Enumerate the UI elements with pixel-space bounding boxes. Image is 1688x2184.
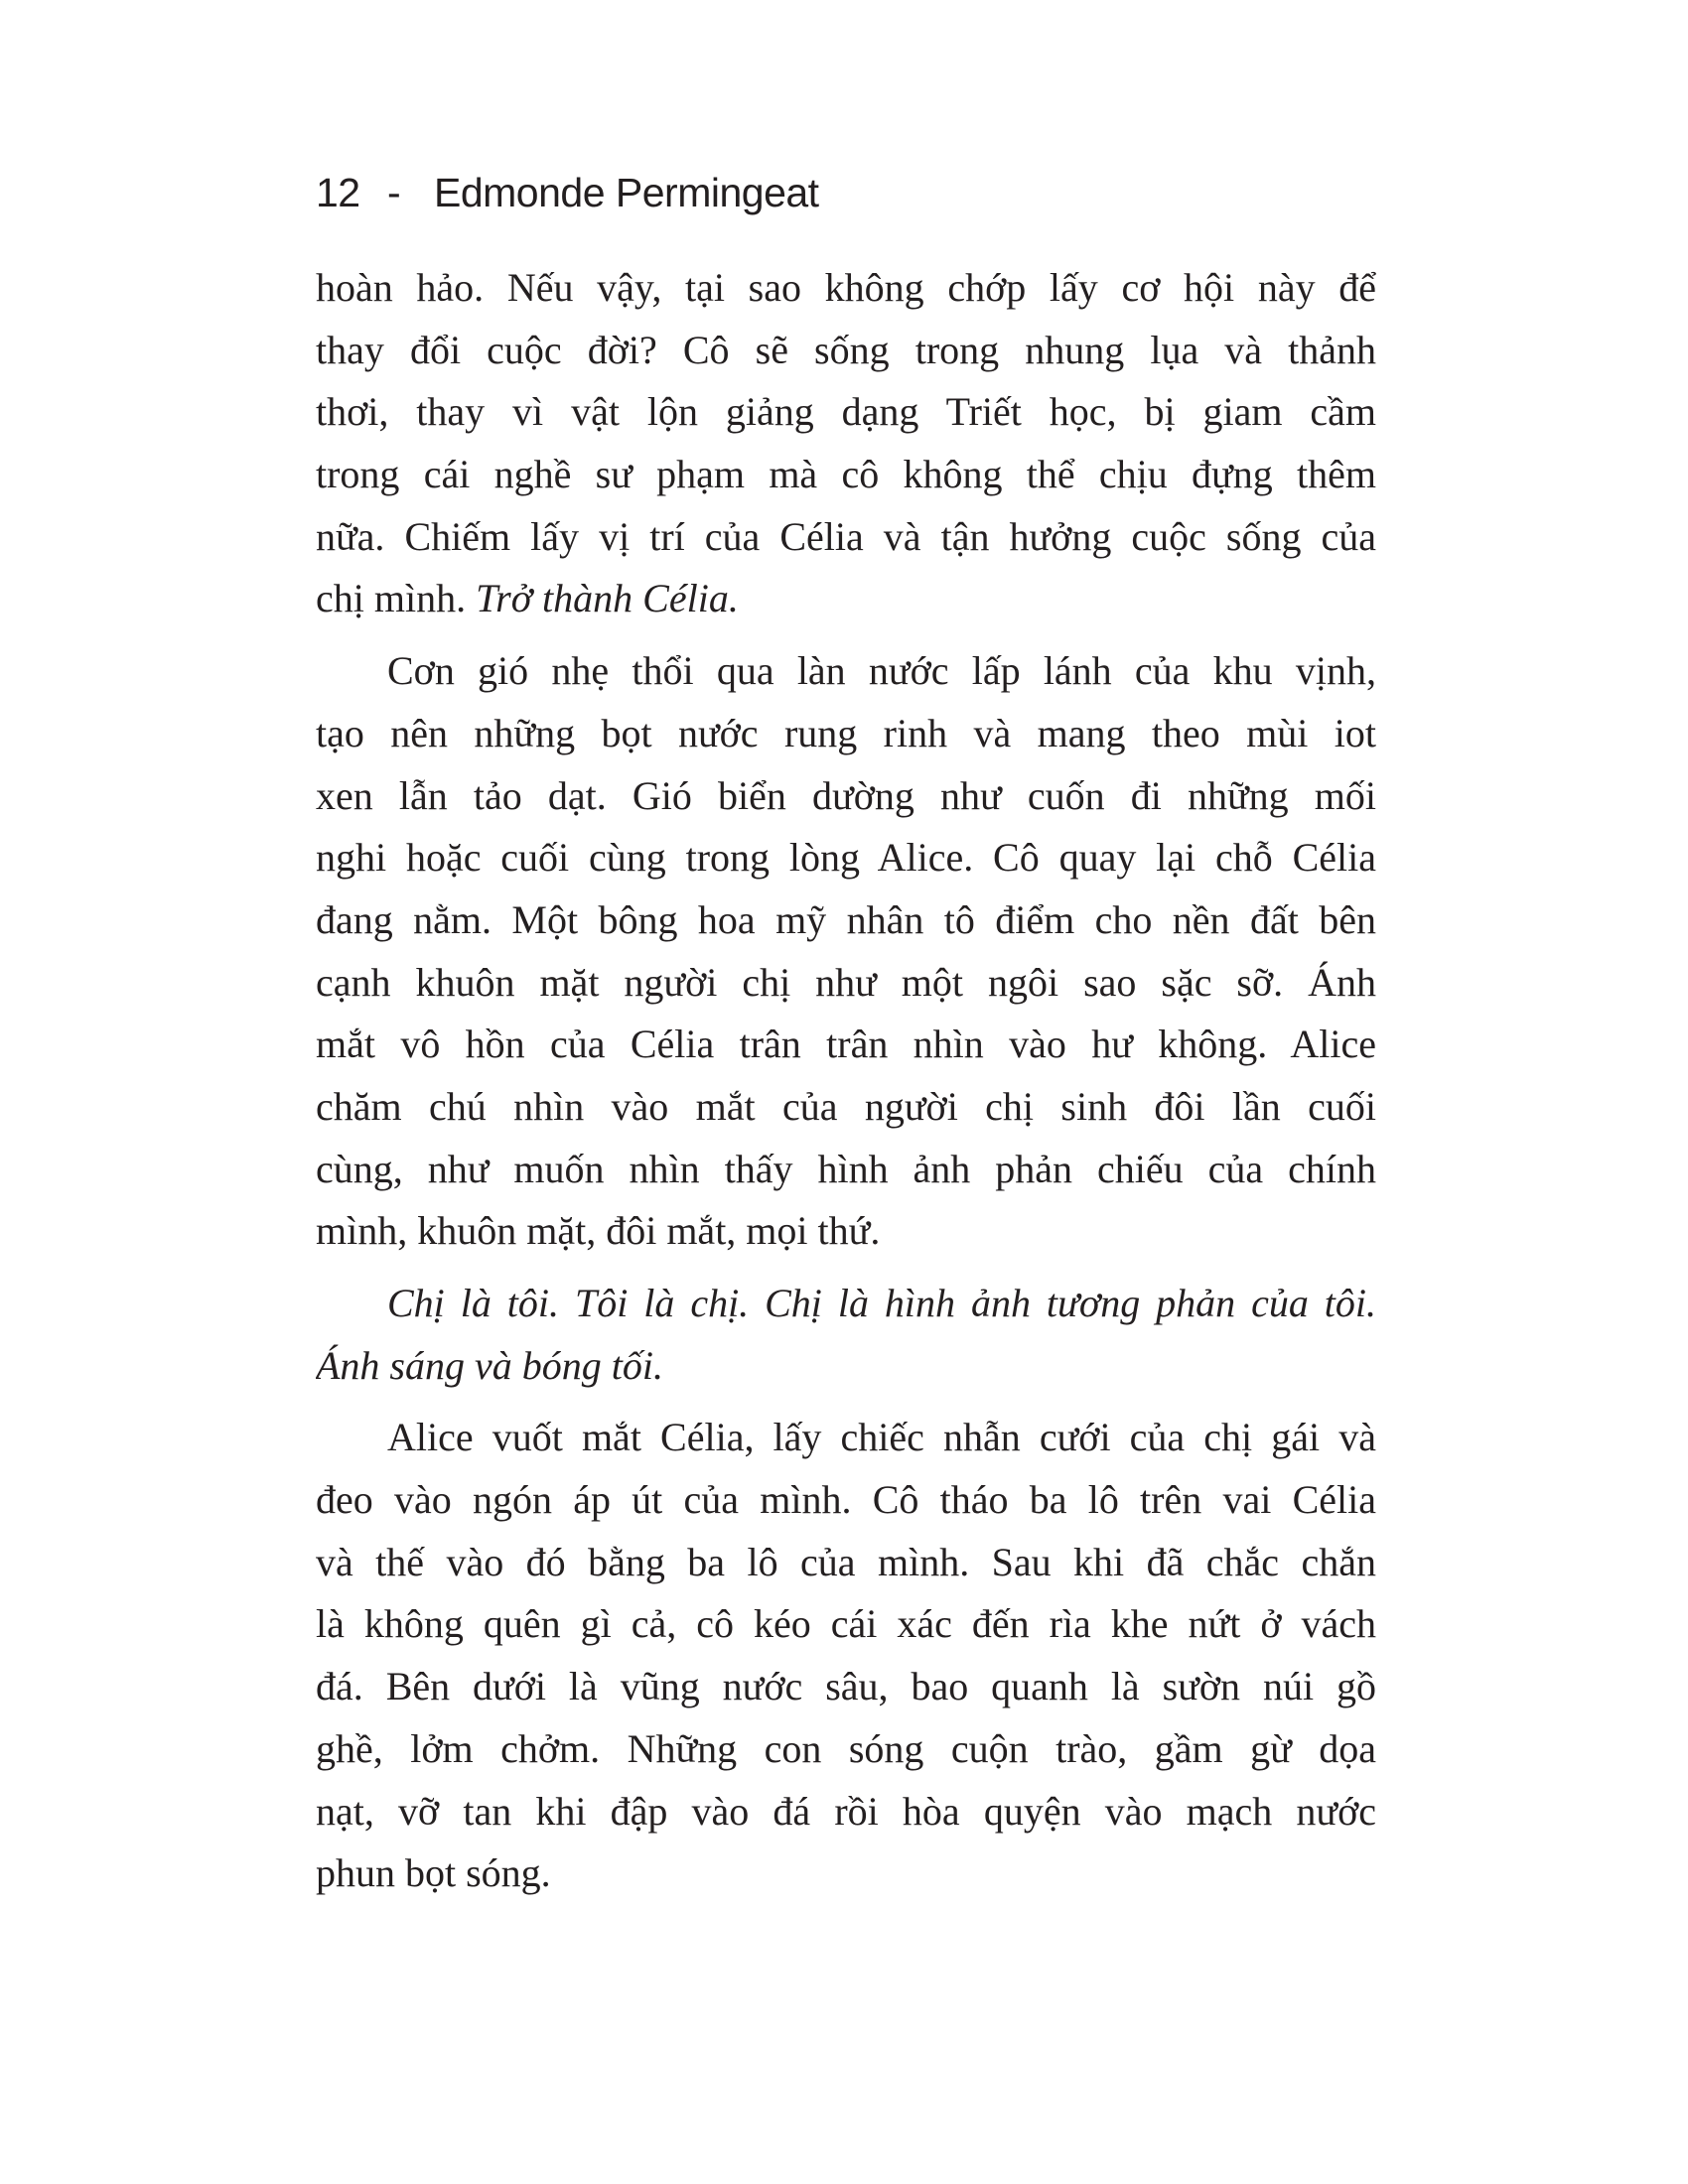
text-line: mình, khuôn mặt, đôi mắt, mọi thứ. bbox=[316, 1208, 881, 1254]
text-line: xen lẫn tảo dạt. Gió biển dường như cuốn đi những mối bbox=[316, 772, 1376, 818]
text-line: hoàn hảo. Nếu vậy, tại sao không chớp lấy cơ hội này để bbox=[316, 265, 1376, 310]
text-line: cùng, như muốn nhìn thấy hình ảnh phản chiếu của chính bbox=[316, 1146, 1376, 1191]
text-line: thơi, thay vì vật lộn giảng dạng Triết học, bị giam cầm bbox=[316, 389, 1376, 435]
text-line: thay đổi cuộc đời? Cô sẽ sống trong nhung lụa và thảnh bbox=[316, 327, 1376, 372]
text-line: phun bọt sóng. bbox=[316, 1850, 551, 1896]
paragraph-3-italic bbox=[316, 1273, 1376, 1397]
text-line bbox=[316, 568, 1376, 630]
text-line: Alice vuốt mắt Célia, lấy chiếc nhẫn cưới của chị gái và bbox=[387, 1415, 1376, 1460]
text-line: đá. Bên dưới là vũng nước sâu, bao quanh là sườn núi gồ bbox=[316, 1664, 1376, 1709]
paragraph-2 bbox=[316, 640, 1376, 1263]
text-line: là không quên gì cả, cô kéo cái xác đến rìa khe nứt ở vách bbox=[316, 1601, 1376, 1647]
paragraph-4 bbox=[316, 1407, 1376, 1905]
text-line: Chị là tôi. Tôi là chị. Chị là hình ảnh tương phản của tôi. bbox=[387, 1281, 1376, 1325]
text-line: nạt, vỡ tan khi đập vào đá rồi hòa quyện vào mạch nước bbox=[316, 1788, 1376, 1834]
text-line: Cơn gió nhẹ thổi qua làn nước lấp lánh của khu vịnh, bbox=[387, 648, 1376, 694]
text-line: tạo nên những bọt nước rung rinh và mang theo mùi iot bbox=[316, 710, 1376, 755]
text-line: ghề, lởm chởm. Những con sóng cuộn trào, gầm gừ dọa bbox=[316, 1725, 1376, 1771]
text-line: Ánh sáng và bóng tối. bbox=[316, 1342, 663, 1388]
text-line: và thế vào đó bằng ba lô của mình. Sau khi đã chắc chắn bbox=[316, 1539, 1376, 1584]
text-line: đang nằm. Một bông hoa mỹ nhân tô điểm cho nền đất bên bbox=[316, 896, 1376, 942]
text-segment: chị mình. bbox=[316, 576, 467, 621]
text-line: mắt vô hồn của Célia trân trân nhìn vào hư không. Alice bbox=[316, 1022, 1376, 1067]
header-separator: - bbox=[387, 170, 401, 215]
page-body bbox=[316, 257, 1376, 1905]
text-line: nữa. Chiếm lấy vị trí của Célia và tận hưởng cuộc sống của bbox=[316, 513, 1376, 559]
text-line: cạnh khuôn mặt người chị như một ngôi sao sặc sỡ. Ánh bbox=[316, 959, 1376, 1005]
page-number: 12 bbox=[316, 170, 360, 215]
text-line: chăm chú nhìn vào mắt của người chị sinh đôi lần cuối bbox=[316, 1083, 1376, 1129]
italic-text: Trở thành Célia. bbox=[476, 576, 739, 621]
text-line: trong cái nghề sư phạm mà cô không thể chịu đựng thêm bbox=[316, 452, 1376, 497]
author-name: Edmonde Permingeat bbox=[434, 170, 819, 215]
paragraph-1 bbox=[316, 257, 1376, 630]
text-line: nghi hoặc cuối cùng trong lòng Alice. Cô quay lại chỗ Célia bbox=[316, 835, 1376, 881]
text-line: đeo vào ngón áp út của mình. Cô tháo ba lô trên vai Célia bbox=[316, 1477, 1376, 1523]
